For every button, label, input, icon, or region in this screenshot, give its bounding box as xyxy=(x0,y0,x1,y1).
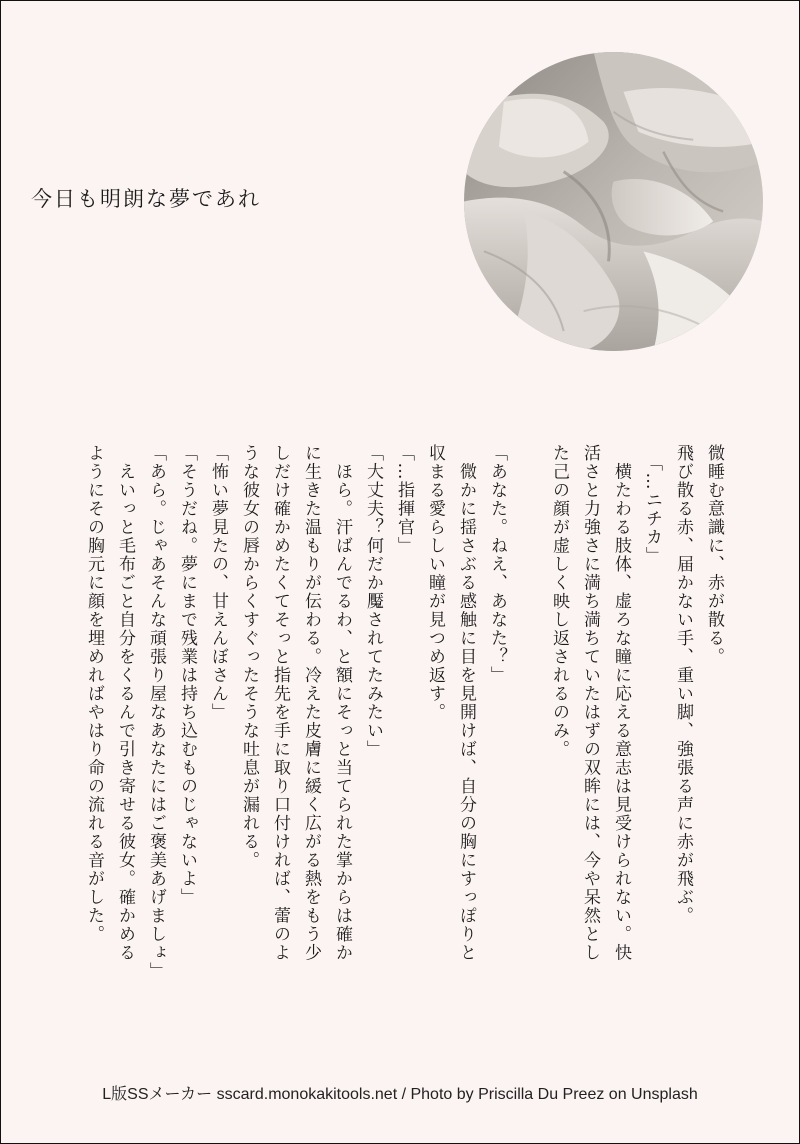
story-line: 「…ニチカ」 xyxy=(642,444,662,565)
story-line-blank xyxy=(512,444,543,1004)
story-line: た己の顔が虚しく映し返されるのみ。 xyxy=(549,444,569,759)
story-line: 収まる愛らしい瞳が見つめ返す。 xyxy=(425,444,445,722)
story-line: 「怖い夢見たの、甘えんぼさん」 xyxy=(208,444,228,722)
story-line: 「あら。じゃあそんな頑張り屋なあなたにはご褒美あげましょ」 xyxy=(146,444,166,981)
story-line: 飛び散る赤、届かない手、重い脚、強張る声に赤が飛ぶ。 xyxy=(673,444,693,925)
story-body xyxy=(69,444,729,1004)
story-line: 「…指揮官」 xyxy=(394,444,414,555)
story-line: 「あなた。ねえ、あなた？」 xyxy=(487,444,507,685)
bedsheets-image xyxy=(464,52,763,351)
story-line: 「大丈夫？何だか魘されてたみたい」 xyxy=(363,444,383,759)
story-line: 活さと力強さに満ち満ちていたはずの双眸には、今や呆然とし xyxy=(580,444,600,962)
story-line: うな彼女の唇からくすぐったそうな吐息が漏れる。 xyxy=(239,444,259,870)
credit-footer: L版SSメーカー sscard.monokakitools.net / Photo by Priscilla Du Preez on Unsplash xyxy=(102,1086,698,1103)
story-line: しだけ確かめたくてそっと指先を手に取り口付ければ、蕾のよ xyxy=(270,444,290,962)
bedsheets-photo xyxy=(464,52,763,351)
story-line: に生きた温もりが伝わる。冷えた皮膚に緩く広がる熱をもう少 xyxy=(301,444,321,962)
story-line: ようにその胸元に顔を埋めればやはり命の流れる音がした。 xyxy=(84,444,104,944)
story-line: えいっと毛布ごと自分をくるんで引き寄せる彼女。確かめる xyxy=(115,444,135,962)
story-line: 微かに揺さぶる感触に目を見開けば、自分の胸にすっぽりと xyxy=(456,444,476,962)
story-line: 微睡む意識に、赤が散る。 xyxy=(704,444,724,666)
story-title: 今日も明朗な夢であれ xyxy=(31,187,261,211)
story-line: 「そうだね。夢にまで残業は持ち込むものじゃないよ」 xyxy=(177,444,197,907)
story-line: ほら。汗ばんでるわ、と額にそっと当てられた掌からは確か xyxy=(332,444,352,962)
story-line: 横たわる肢体、虚ろな瞳に応える意志は見受けられない。快 xyxy=(611,444,631,962)
